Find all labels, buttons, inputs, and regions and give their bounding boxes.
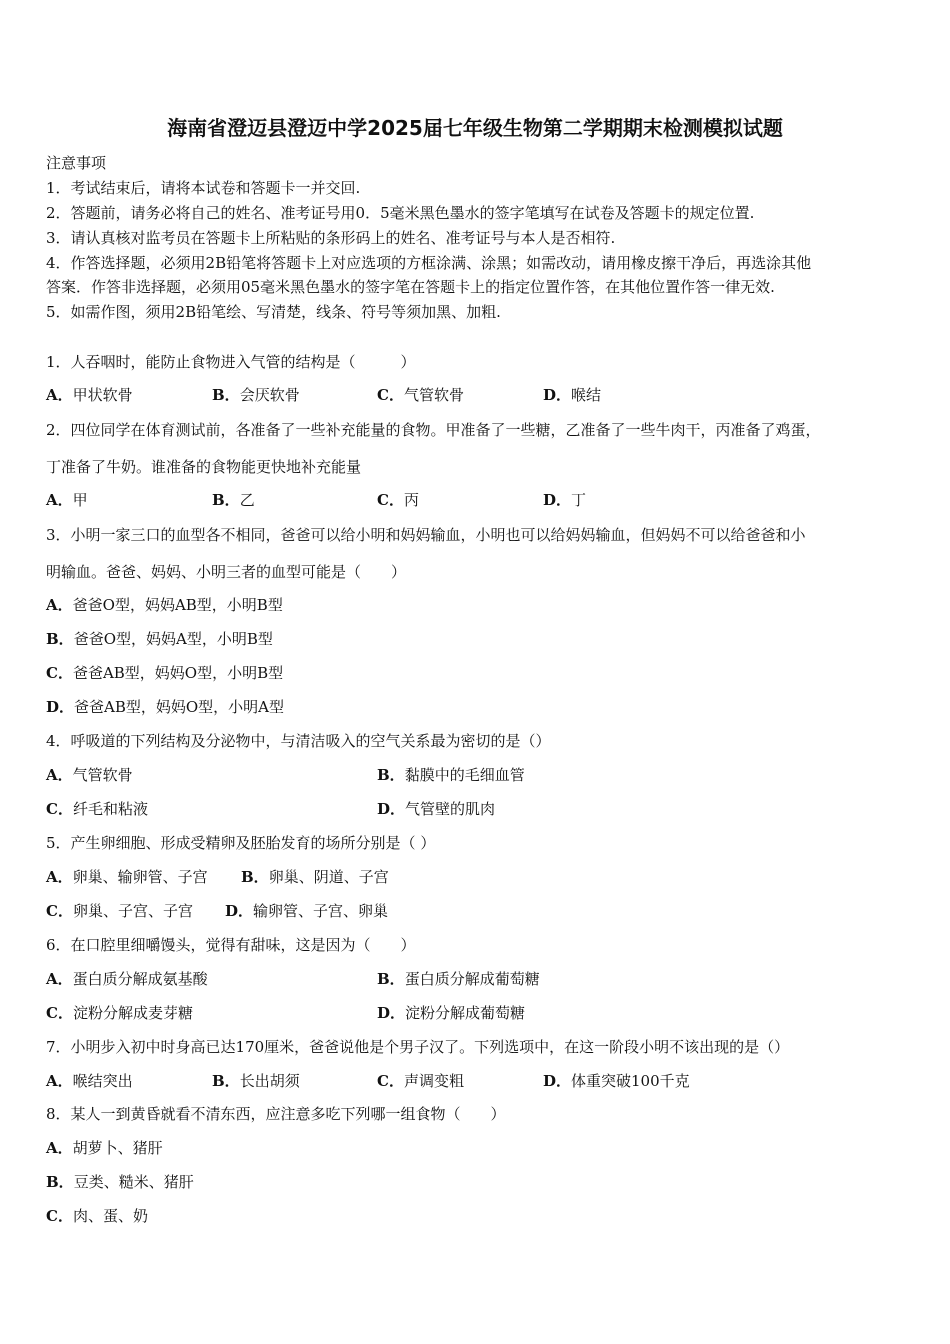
question-5-option-a: A．卵巢、输卵管、子宫 — [46, 868, 208, 886]
question-2-option-c: C．丙 — [377, 491, 419, 509]
question-3-stem: 3．小明一家三口的血型各不相同，爸爸可以给小明和妈妈输血，小明也可以给妈妈输血，但妈妈不可以给爸爸和小 — [46, 526, 806, 544]
question-3-option-d: D．爸爸AB型，妈妈O型，小明A型 — [46, 698, 285, 716]
question-5-stem: 5．产生卵细胞、形成受精卵及胚胎发育的场所分别是（ ） — [46, 834, 436, 852]
question-7-stem: 7．小明步入初中时身高已达170厘米，爸爸说他是个男子汉了。下列选项中，在这一阶段小明不该出现的是（） — [46, 1038, 790, 1056]
question-1-option-c: C．气管软骨 — [377, 386, 464, 404]
question-4-stem: 4．呼吸道的下列结构及分泌物中，与清洁吸入的空气关系最为密切的是（） — [46, 732, 551, 750]
question-7-option-b: B．长出胡须 — [212, 1072, 300, 1090]
notice-item: 5．如需作图，须用2B铅笔绘、写清楚，线条、符号等须加黑、加粗. — [46, 303, 501, 321]
question-5-option-b: B．卵巢、阴道、子宫 — [241, 868, 389, 886]
question-8-option-a: A．胡萝卜、猪肝 — [46, 1139, 163, 1157]
question-6-option-a: A．蛋白质分解成氨基酸 — [46, 970, 208, 988]
question-4-option-d: D．气管壁的肌肉 — [377, 800, 496, 818]
notice-item: 4．作答选择题，必须用2B铅笔将答题卡上对应选项的方框涂满、涂黑；如需改动，请用橡皮擦干净后，再选涂其他 — [46, 254, 812, 272]
notice-heading: 注意事项 — [46, 154, 107, 172]
notice-item: 3．请认真核对监考员在答题卡上所粘贴的条形码上的姓名、准考证号与本人是否相符. — [46, 229, 616, 247]
question-1-option-a: A．甲状软骨 — [46, 386, 133, 404]
question-6-option-d: D．淀粉分解成葡萄糖 — [377, 1004, 526, 1022]
exam-title: 海南省澄迈县澄迈中学2025届七年级生物第二学期期末检测模拟试题 — [167, 116, 783, 140]
question-8-stem: 8．某人一到黄昏就看不清东西，应注意多吃下列哪一组食物（ ） — [46, 1105, 506, 1123]
question-3-option-b: B．爸爸O型，妈妈A型，小明B型 — [46, 630, 273, 648]
question-7-option-d: D．体重突破100千克 — [543, 1072, 690, 1090]
question-7-option-c: C．声调变粗 — [377, 1072, 464, 1090]
notice-item: 2．答题前，请务必将自己的姓名、准考证号用0．5毫米黑色墨水的签字笔填写在试卷及答题卡的规定位置. — [46, 204, 755, 222]
question-1-option-b: B．会厌软骨 — [212, 386, 300, 404]
question-4-option-b: B．黏膜中的毛细血管 — [377, 766, 525, 784]
question-4-option-a: A．气管软骨 — [46, 766, 133, 784]
question-8-option-b: B．豆类、糙米、猪肝 — [46, 1173, 194, 1191]
question-8-option-c: C．肉、蛋、奶 — [46, 1207, 148, 1225]
question-5-option-c: C．卵巢、子宫、子宫 — [46, 902, 193, 920]
question-1-stem: 1．人吞咽时，能防止食物进入气管的结构是（ ） — [46, 353, 416, 371]
notice-item: 答案．作答非选择题，必须用05毫米黑色墨水的签字笔在答题卡上的指定位置作答，在其他位置作答一律无效. — [46, 278, 775, 296]
question-7-option-a: A．喉结突出 — [46, 1072, 133, 1090]
question-3-stem-cont: 明输血。爸爸、妈妈、小明三者的血型可能是（ ） — [46, 563, 407, 581]
question-3-option-c: C．爸爸AB型，妈妈O型，小明B型 — [46, 664, 284, 682]
question-2-option-d: D．丁 — [543, 491, 587, 509]
question-4-option-c: C．纤毛和粘液 — [46, 800, 148, 818]
question-2-stem-cont: 丁准备了牛奶。谁准备的食物能更快地补充能量 — [46, 458, 362, 476]
question-3-option-a: A．爸爸O型，妈妈AB型，小明B型 — [46, 596, 283, 614]
question-1-option-d: D．喉结 — [543, 386, 602, 404]
question-2-stem: 2．四位同学在体育测试前，各准备了一些补充能量的食物。甲准备了一些糖，乙准备了一些牛肉干，丙准备了鸡蛋， — [46, 421, 821, 439]
question-6-stem: 6．在口腔里细嚼馒头，觉得有甜味，这是因为（ ） — [46, 936, 416, 954]
notice-item: 1．考试结束后，请将本试卷和答题卡一并交回. — [46, 179, 361, 197]
question-5-option-d: D．输卵管、子宫、卵巢 — [225, 902, 389, 920]
question-2-option-b: B．乙 — [212, 491, 255, 509]
question-6-option-c: C．淀粉分解成麦芽糖 — [46, 1004, 193, 1022]
question-2-option-a: A．甲 — [46, 491, 88, 509]
question-6-option-b: B．蛋白质分解成葡萄糖 — [377, 970, 540, 988]
